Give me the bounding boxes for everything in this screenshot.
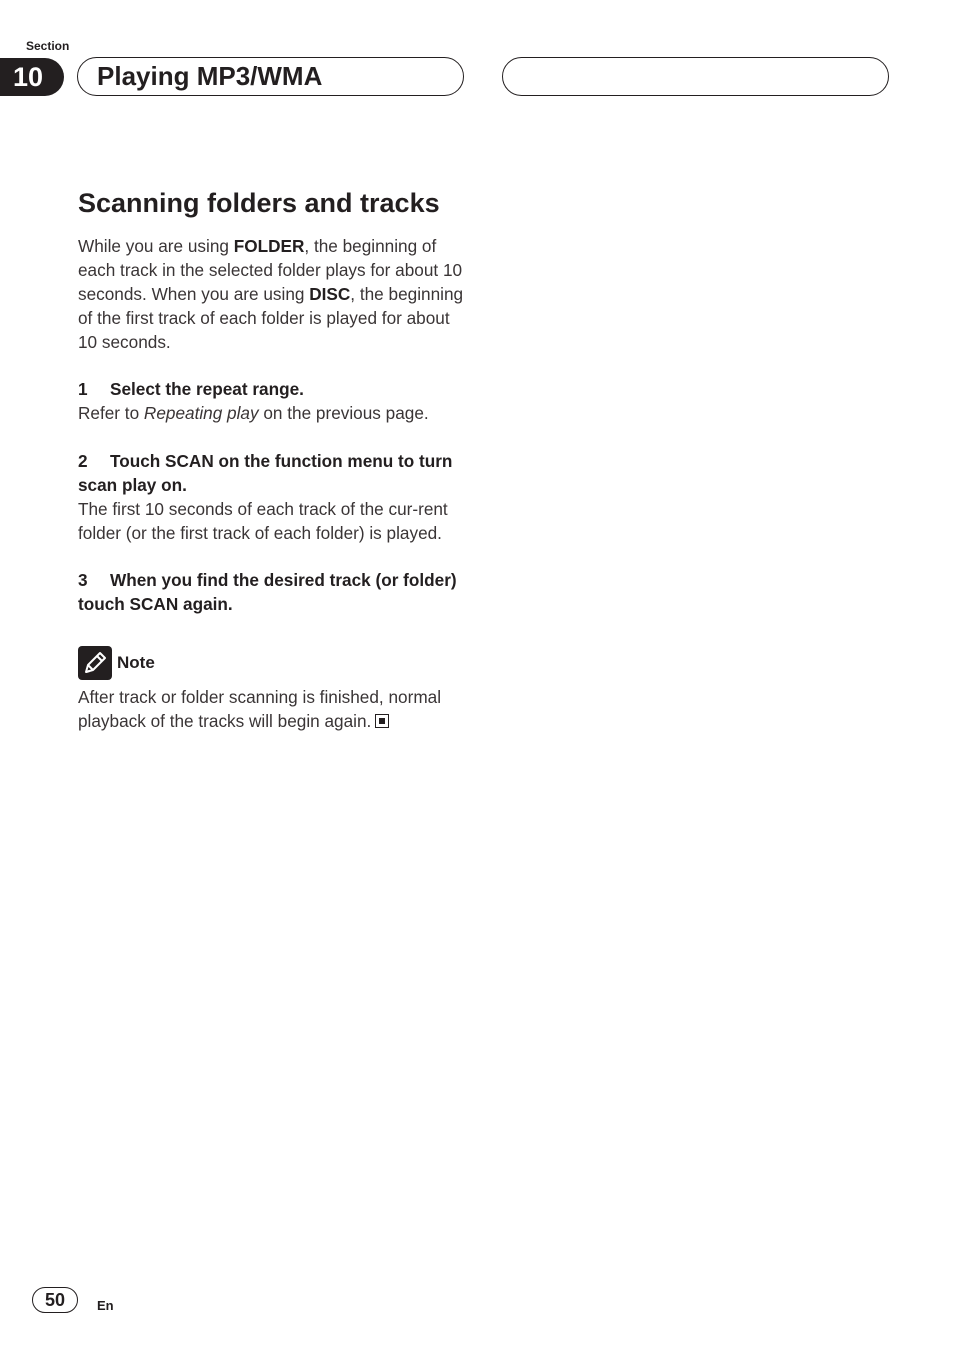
end-of-section-icon [375,714,389,728]
step-3-number: 3 [78,570,88,590]
intro-text-2: , the beginning of each track in the selected folder plays for about 10 seconds. When you are using [78,236,463,304]
note-label: Note [117,653,155,672]
chapter-title-box [77,57,464,96]
section-label: Section [26,39,70,53]
step-2-heading [78,449,466,497]
main-content [78,186,466,733]
header-right-box [502,57,889,96]
pencil-note-icon [78,646,112,680]
step-1-body-post: on the previous page. [258,403,429,423]
chapter-title: Playing MP3/WMA [97,61,323,91]
step-1-heading [78,377,466,401]
step-2-heading-text: Touch SCAN on the function menu to turn scan play on. [78,451,453,495]
intro-bold-disc: DISC [309,284,351,304]
step-1-body [78,401,466,425]
step-2-body: The first 10 seconds of each track of the cur-rent folder (or the first track of each folder) is played. [78,499,448,543]
note-text-body: After track or folder scanning is finished, normal playback of the tracks will begin again. [78,687,442,731]
section-number-tab: 10 [0,58,64,96]
note-block [78,645,466,733]
step-3-heading [78,568,466,616]
note-header [78,645,466,681]
note-text [78,685,466,733]
intro-text-1: While you are using [78,236,234,256]
step-1-body-italic: Repeating play [143,403,259,423]
step-3-heading-text: When you find the desired track (or folder) touch SCAN again. [78,570,457,614]
step-2 [78,449,466,545]
step-1-number: 1 [78,379,88,399]
intro-paragraph [78,234,466,354]
page-title: Scanning folders and tracks [78,188,440,218]
step-1 [78,377,466,425]
step-1-body-pre: Refer to [78,403,144,423]
language-label: En [97,1298,114,1313]
intro-bold-folder: FOLDER [233,236,305,256]
intro-text-3: , the beginning of the first track of each folder is played for about 10 seconds. [78,284,464,352]
page-number: 50 [32,1287,78,1313]
step-2-number: 2 [78,451,88,471]
step-3 [78,568,466,616]
step-1-heading-text: Select the repeat range. [110,379,304,399]
